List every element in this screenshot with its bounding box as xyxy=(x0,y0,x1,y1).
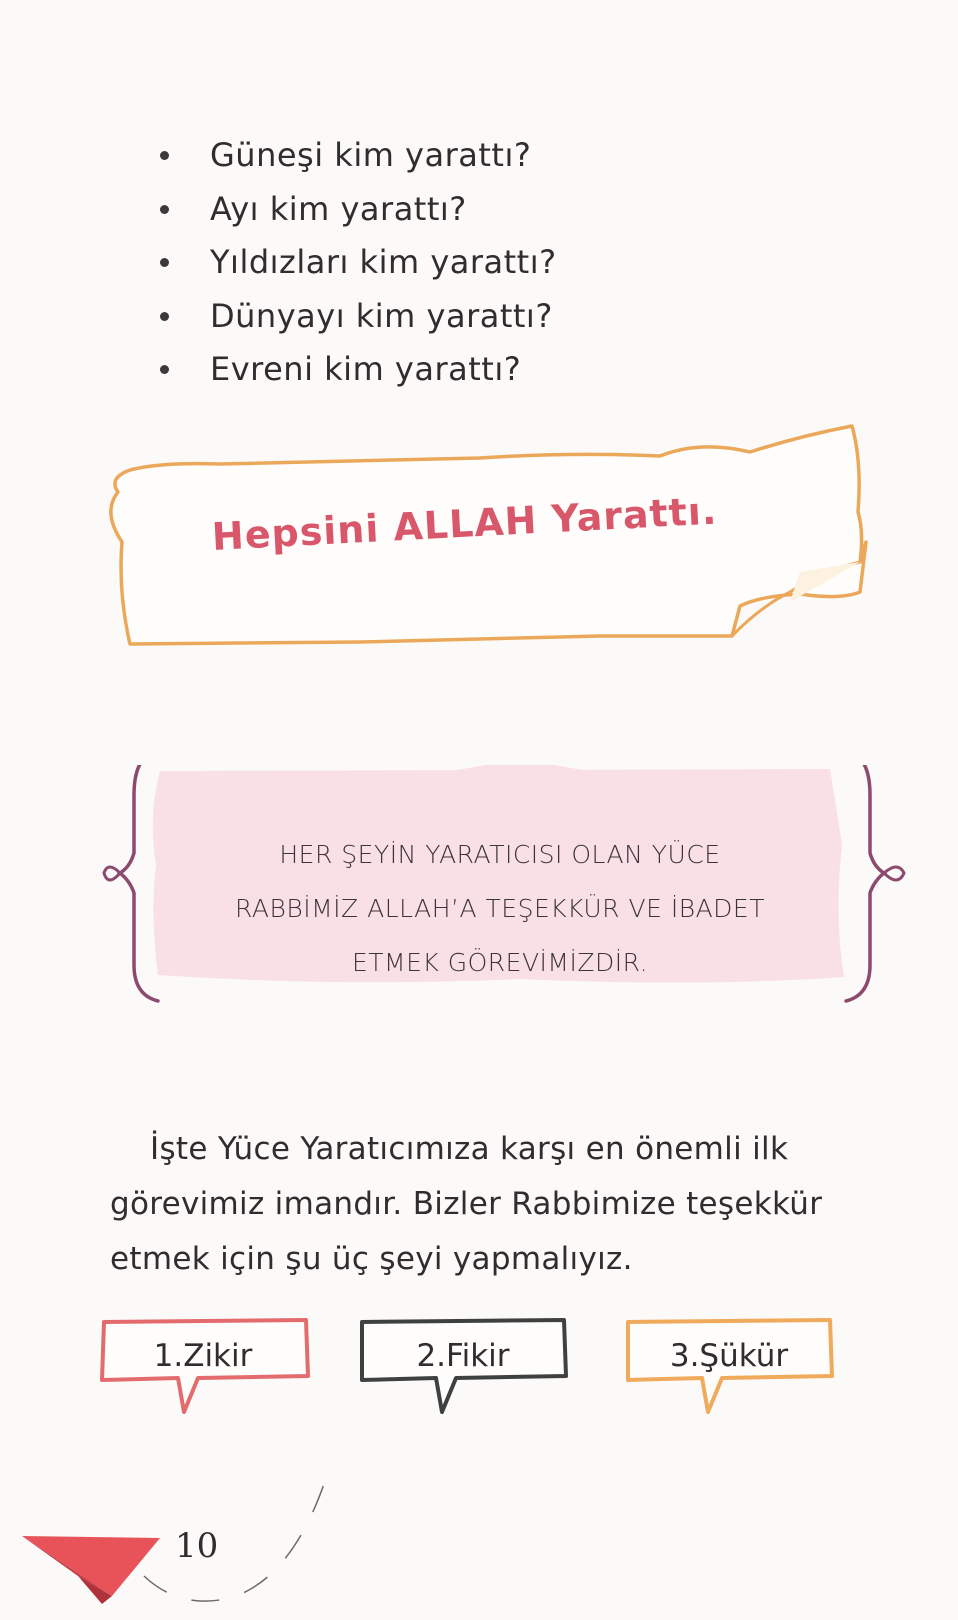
question-text: Güneşi kim yarattı? xyxy=(210,136,532,174)
body-paragraph xyxy=(110,1122,850,1287)
question-text: Evreni kim yarattı? xyxy=(210,350,522,388)
info-box-text xyxy=(205,828,795,990)
list-item xyxy=(160,242,557,296)
note-title: Hepsini ALLAH Yarattı. xyxy=(210,488,719,559)
info-line: RABBİMİZ ALLAH’A TEŞEKKÜR VE İBADET xyxy=(235,894,765,923)
bullet-icon xyxy=(160,312,169,321)
dashed-path-icon xyxy=(140,1480,340,1620)
question-text: Ayı kim yarattı? xyxy=(210,189,467,228)
bullet-icon xyxy=(160,151,169,160)
bubble-sukur xyxy=(624,1318,849,1426)
question-list xyxy=(160,135,557,403)
paragraph-line: etmek için şu üç şeyi yapmalıyız. xyxy=(110,1241,633,1277)
list-item xyxy=(160,349,557,403)
bubble-label: 2.Fikir xyxy=(416,1338,510,1374)
list-item xyxy=(160,135,557,189)
info-line: HER ŞEYİN YARATICISI OLAN YÜCE xyxy=(279,840,721,869)
list-item xyxy=(160,296,557,350)
bullet-icon xyxy=(160,365,169,374)
bubble-zikir xyxy=(98,1318,323,1426)
bubble-label: 3.Şükür xyxy=(669,1338,789,1374)
question-text: Dünyayı kim yarattı? xyxy=(210,296,553,335)
question-text: Yıldızları kim yarattı? xyxy=(210,243,557,281)
list-item xyxy=(160,189,557,243)
page-number: 10 xyxy=(175,1526,219,1566)
paragraph-line: görevimiz imandır. Bizler Rabbimize teşekkür xyxy=(110,1186,823,1222)
bullet-icon xyxy=(160,258,169,267)
bubble-fikir xyxy=(358,1318,583,1426)
paper-plane-icon xyxy=(22,1536,162,1606)
info-line: ETMEK GÖREVİMİZDİR. xyxy=(351,948,649,977)
paragraph-line: İşte Yüce Yaratıcımıza karşı en önemli ilk xyxy=(150,1131,789,1167)
bullet-icon xyxy=(160,205,169,214)
bubble-label: 1.Zikir xyxy=(153,1338,253,1374)
